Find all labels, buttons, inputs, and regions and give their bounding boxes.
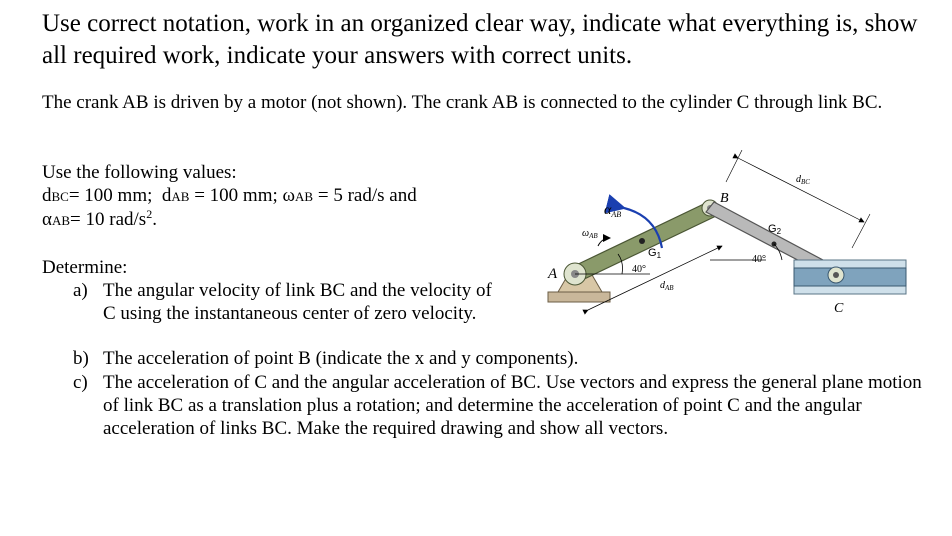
values-title: Use the following values:: [42, 162, 237, 183]
d-bc-value: = 100 mm;: [68, 185, 153, 206]
question-b-label: b): [73, 348, 89, 369]
label-d-bc: [796, 174, 810, 186]
assignment-heading: Use correct notation, work in an organized clear way, indicate what everything is, show all required work, indicate your answers with correct units.: [42, 10, 918, 69]
label-point-a: A: [548, 266, 558, 282]
d-ab-value: = 100 mm;: [194, 185, 278, 206]
label-alpha-ab-sub: AB: [611, 210, 622, 219]
d-ab-symbol: d: [161, 185, 172, 206]
question-b-text: The acceleration of point B (indicate the x and y components).: [103, 348, 579, 369]
label-angle-bc: 40°: [752, 254, 766, 265]
ground-base: [548, 292, 610, 302]
given-values: [42, 161, 417, 232]
a-ab-superscript: 2: [146, 207, 153, 221]
a-ab-subscript: AB: [51, 213, 71, 228]
question-a-label: a): [73, 280, 88, 301]
label-alpha-ab-sym: α: [604, 203, 612, 218]
label-g2-letter: G: [768, 223, 777, 235]
label-g1-sub: 1: [656, 251, 662, 260]
d-ab-subscript: AB: [171, 189, 190, 204]
label-alpha-ab: [604, 203, 621, 219]
pin-c-center: [833, 272, 839, 278]
question-c-label: c): [73, 372, 88, 393]
g1-center-mark: [639, 238, 645, 244]
label-omega-ab-sym: ω: [582, 228, 590, 239]
label-d-ab-sub: AB: [665, 284, 674, 292]
dim-bc-extension-1: [726, 150, 742, 182]
label-g2: [768, 223, 782, 236]
values-line-1: [42, 184, 417, 208]
a-ab-value: = 10 rad/s: [70, 209, 147, 230]
label-d-ab: [660, 280, 674, 292]
values-line-2: [42, 208, 417, 232]
problem-intro: The crank AB is driven by a motor (not shown). The crank AB is connected to the cylinder C through link BC.: [42, 92, 883, 113]
question-c-text: The acceleration of C and the angular acceleration of BC. Use vectors and express the general plane motion of link BC as a translation plus a rotation; and determine the acceleration of point C and the angular acceleration of links BC. Make the required drawing and show all vectors.: [103, 372, 922, 439]
label-omega-ab-sub: AB: [589, 232, 598, 240]
a-ab-symbol: α: [42, 209, 52, 230]
label-d-bc-sub: BC: [801, 178, 810, 186]
label-d-ab-sym: d: [660, 280, 665, 291]
d-bc-symbol: d: [42, 185, 52, 206]
label-point-b: B: [720, 191, 729, 206]
d-bc-subscript: BC: [51, 189, 69, 204]
dim-bc-line: [738, 158, 864, 222]
omega-ab-arrow: [598, 238, 610, 246]
mechanism-diagram: [530, 150, 910, 320]
label-d-bc-sym: d: [796, 174, 801, 185]
label-point-c: C: [834, 301, 844, 316]
w-ab-subscript: AB: [295, 189, 314, 204]
piston-rod: [794, 268, 906, 286]
w-ab-value: = 5 rad/s and: [317, 185, 417, 206]
label-omega-ab: [582, 228, 598, 240]
label-angle-ab: 40°: [632, 264, 646, 275]
label-g1: [648, 247, 662, 260]
label-g2-sub: 2: [776, 227, 782, 236]
a-ab-end: .: [152, 209, 157, 230]
determine-title: Determine:: [42, 257, 128, 278]
label-g1-letter: G: [648, 247, 657, 259]
question-a-text: The angular velocity of link BC and the velocity of C using the instantaneous center of zero velocity.: [103, 280, 492, 324]
w-ab-symbol: ω: [282, 185, 296, 206]
mechanism-figure: [530, 150, 910, 320]
dim-bc-extension-2: [852, 214, 870, 248]
